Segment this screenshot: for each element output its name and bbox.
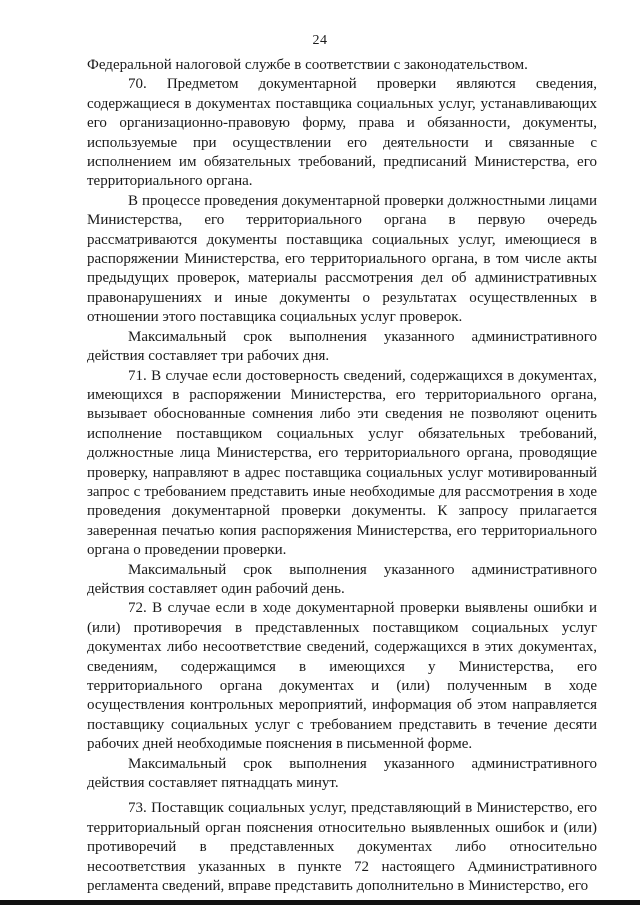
page-number: 24 xyxy=(312,33,328,48)
paragraph-70: 70. Предметом документарной проверки являются сведения, содержащиеся в документах поставщика социальных услуг, устанавливающих его организационно-правовую форму, права и обязанности, документы, используемые при осуществлении его деятельности и связанные с исполнением им обязательных требований, предписаний Министерства, его территориального органа. xyxy=(87,76,597,190)
paragraph-71: 71. В случае если достоверность сведений, содержащихся в документах, имеющихся в распоряжении Министерства, его территориального органа, вызывает обоснованные сомнения либо эти сведения не позволяют оценить исполнение поставщиком социальных услуг обязательных требований, должностные лица Министерства, его территориального органа, проводящие проверку, направляют в адрес поставщика социальных услуг мотивированный запрос с требованием представить иные необходимые для рассмотрения в ходе проведения документарной проверки документы. К запросу прилагается заверенная печатью копия распоряжения Министерства, его территориального органа о проведении проверки. xyxy=(87,367,597,559)
paragraph-72: 72. В случае если в ходе документарной проверки выявлены ошибки и (или) противоречия в представленных поставщиком социальных услуг документах либо несоответствие сведений, содержащихся в этих документах, сведениям, содержащимся в имеющихся у Министерства, его территориального органа документах и (или) полученным в ходе осуществления контрольных мероприятий, информация об этом направляется поставщику социальных услуг с требованием представить в течение десяти рабочих дней необходимые пояснения в письменной форме. xyxy=(87,600,597,753)
document-body xyxy=(87,56,597,896)
scan-bottom-edge xyxy=(0,900,640,905)
paragraph-71-deadline: Максимальный срок выполнения указанного административного действия составляет один рабочий день. xyxy=(87,561,597,597)
paragraph-70-deadline: Максимальный срок выполнения указанного административного действия составляет три рабочих дня. xyxy=(87,328,597,365)
paragraph-73: 73. Поставщик социальных услуг, представляющий в Министерство, его территориальный орган пояснения относительно выявленных ошибок и (или) противоречий в представленных документах либо относительно несоответствия указанных в пункте 72 настоящего Административного регламента сведений, вправе представить дополнительно в Министерство, его xyxy=(87,800,597,895)
paragraph-continuation: Федеральной налоговой службе в соответствии с законодательством. xyxy=(87,57,528,73)
paragraph-72-deadline: Максимальный срок выполнения указанного административного действия составляет пятнадцать минут. xyxy=(87,755,597,792)
paragraph-70-review: В процессе проведения документарной проверки должностными лицами Министерства, его территориального органа в первую очередь рассматриваются документы поставщика социальных услуг, имеющиеся в распоряжении Министерства, его территориального органа, в том числе акты предыдущих проверок, материалы рассмотрения дел об административных правонарушениях и иные документы о результатах осуществленных в отношении этого поставщика социальных услуг проверок. xyxy=(87,192,597,326)
